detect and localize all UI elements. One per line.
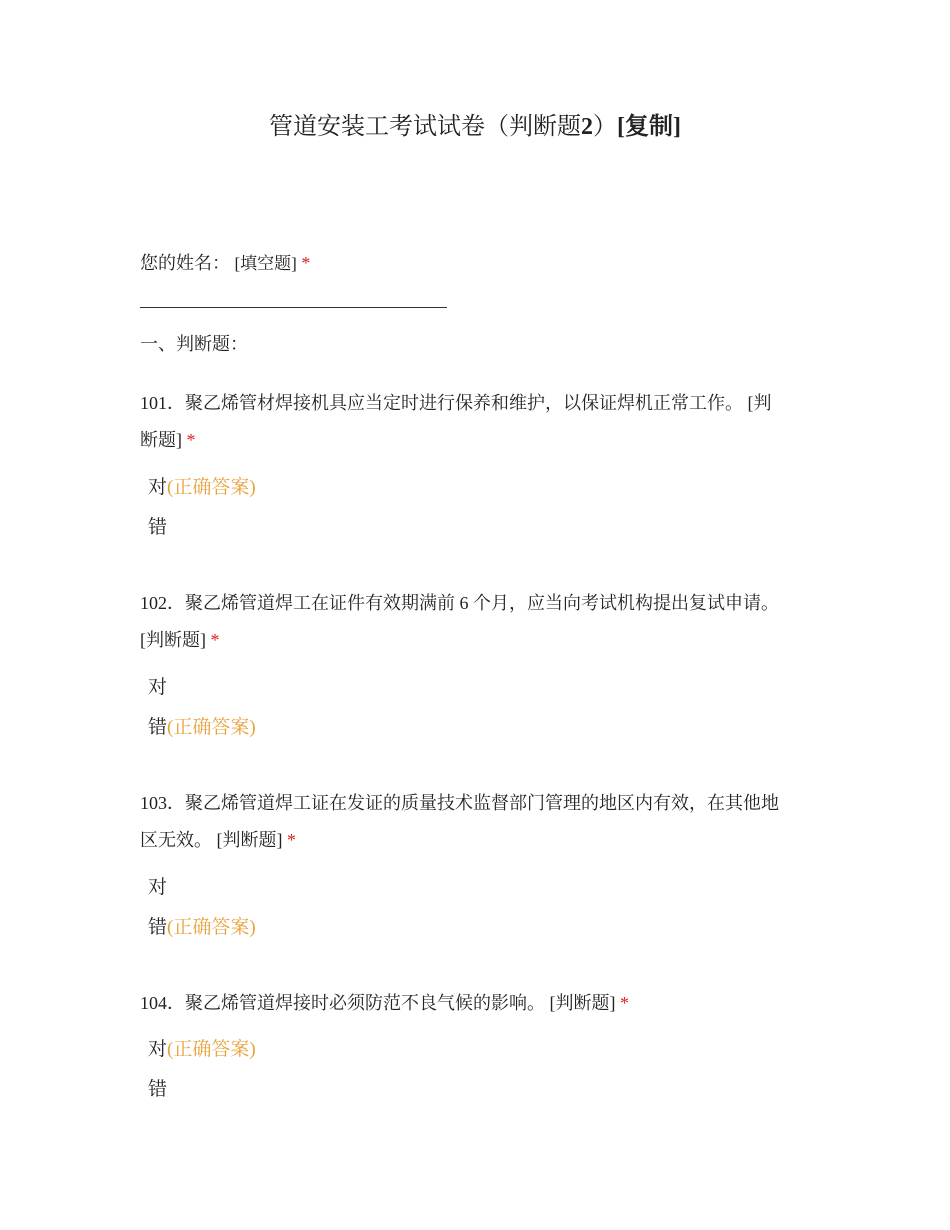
question-103 xyxy=(140,785,810,859)
question-text-line1: 102．聚乙烯管道焊工在证件有效期满前 6 个月，应当向考试机构提出复试申请。 xyxy=(140,593,779,613)
question-text-line2: [判断题] xyxy=(140,630,206,650)
correct-answer-tag: (正确答案) xyxy=(167,477,256,498)
question-101 xyxy=(140,385,810,459)
correct-answer-tag: (正确答案) xyxy=(167,1039,256,1060)
question-102 xyxy=(140,585,810,659)
option-label: 对 xyxy=(148,1039,168,1060)
name-input-line[interactable] xyxy=(140,307,447,308)
question-text-line2: 区无效。 [判断题] xyxy=(140,830,283,850)
title-close: ） xyxy=(593,114,617,140)
option-true[interactable] xyxy=(148,1038,256,1062)
question-type-tag: [填空题] xyxy=(234,254,297,273)
question-104 xyxy=(140,985,810,1022)
option-false[interactable] xyxy=(148,916,256,940)
option-false[interactable] xyxy=(148,716,256,740)
question-text-line2: 断题] xyxy=(140,430,182,450)
option-label: 对 xyxy=(148,477,168,498)
option-label: 错 xyxy=(148,517,168,538)
copy-tag[interactable]: [复制] xyxy=(617,114,681,140)
option-label: 错 xyxy=(148,1079,168,1100)
correct-answer-tag: (正确答案) xyxy=(167,917,256,938)
option-label: 对 xyxy=(148,877,168,898)
option-false[interactable] xyxy=(148,1078,167,1102)
required-mark: * xyxy=(210,630,220,650)
option-false[interactable] xyxy=(148,516,167,540)
option-label: 对 xyxy=(148,677,168,698)
correct-answer-tag: (正确答案) xyxy=(167,717,256,738)
option-label: 错 xyxy=(148,917,168,938)
question-text-line1: 101．聚乙烯管材焊接机具应当定时进行保养和维护，以保证焊机正常工作。 [判 xyxy=(140,393,772,413)
required-mark: * xyxy=(186,430,196,450)
required-mark: * xyxy=(287,830,296,850)
title-main: 管道安装工考试试卷（判断题 xyxy=(269,114,581,140)
name-question xyxy=(140,245,810,282)
option-label: 错 xyxy=(148,717,168,738)
question-text-line1: 104．聚乙烯管道焊接时必须防范不良气候的影响。 [判断题] xyxy=(140,993,616,1013)
page-title xyxy=(0,112,950,142)
question-text-line1: 103．聚乙烯管道焊工证在发证的质量技术监督部门管理的地区内有效，在其他地 xyxy=(140,793,779,813)
option-true[interactable] xyxy=(148,876,167,900)
title-number: 2 xyxy=(581,114,593,140)
required-mark: * xyxy=(301,253,311,273)
option-true[interactable] xyxy=(148,476,256,500)
required-mark: * xyxy=(620,993,629,1013)
option-true[interactable] xyxy=(148,676,167,700)
name-label: 您的姓名： xyxy=(140,253,230,273)
section-title: 一、判断题： xyxy=(140,334,248,354)
